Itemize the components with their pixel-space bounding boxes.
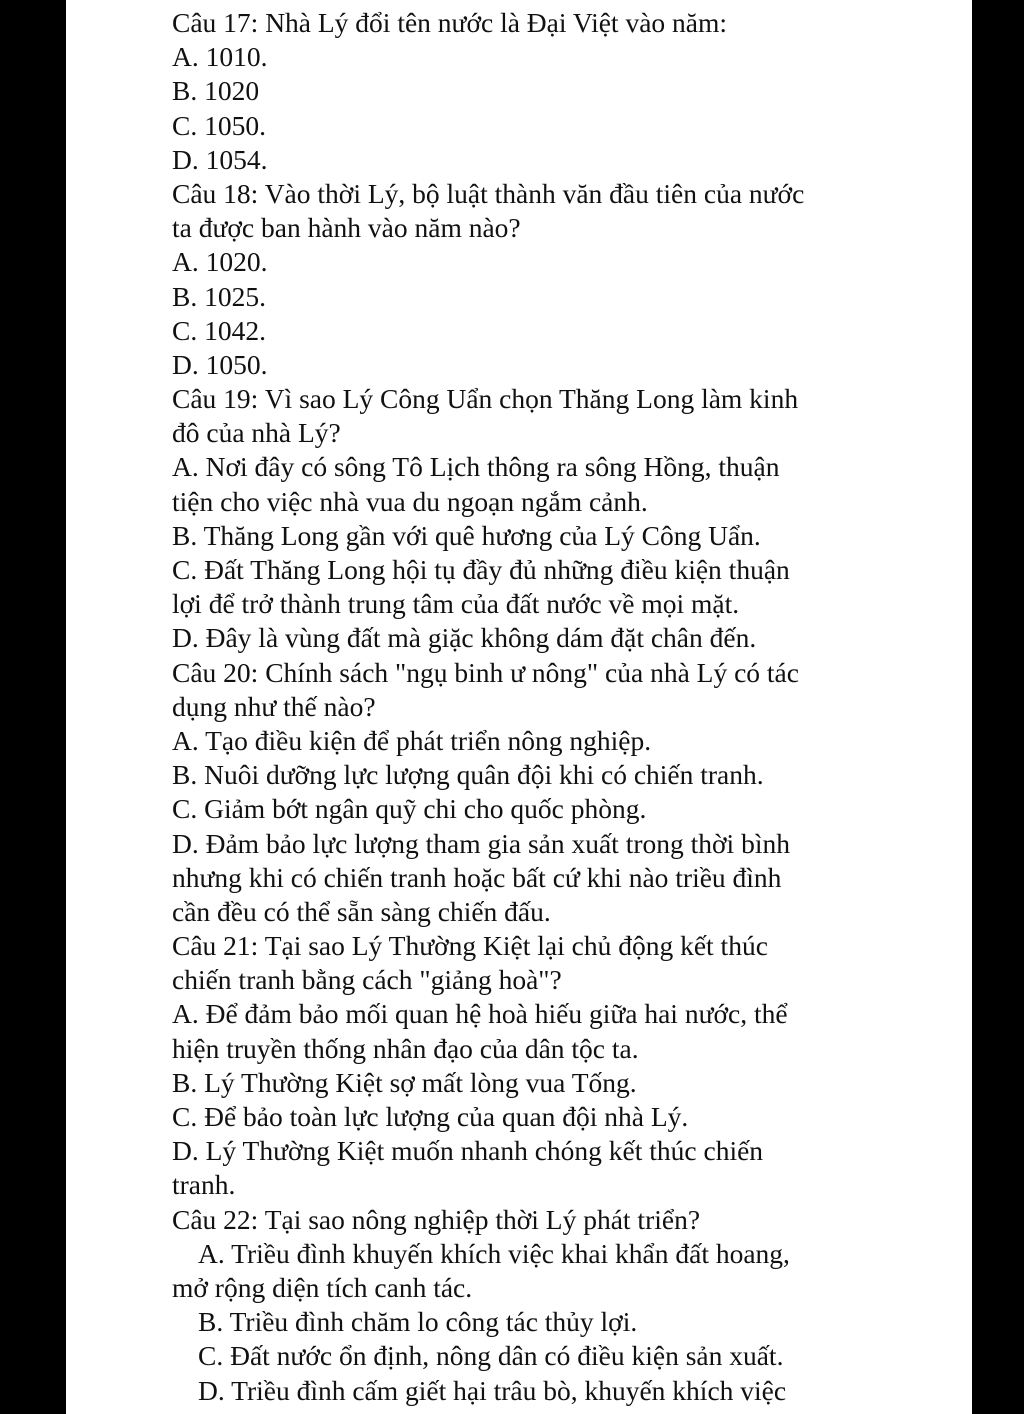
text-line: C. Đất nước ổn định, nông dân có điều kiện sản xuất. [198,1340,784,1372]
text-line: B. Lý Thường Kiệt sợ mất lòng vua Tống. [172,1066,637,1098]
text-line: C. Đất Thăng Long hội tụ đầy đủ những điều kiện thuận [172,554,790,585]
text-line: tranh. [172,1169,236,1201]
text-line: Câu 19: Vì sao Lý Công Uẩn chọn Thăng Long làm kinh [172,383,799,415]
document-text [172,6,872,1408]
text-line: D. Đây là vùng đất mà giặc không dám đặt chân đến. [172,622,757,654]
text-line: B. Nuôi dưỡng lực lượng quân đội khi có chiến tranh. [172,759,764,791]
text-line: dụng như thế nào? [172,690,376,722]
text-line: D. Đảm bảo lực lượng tham gia sản xuất trong thời bình [172,827,790,859]
text-line: C. Giảm bớt ngân quỹ chi cho quốc phòng. [172,793,647,825]
text-line: A. Tạo điều kiện để phát triển nông nghiệp. [172,724,652,756]
text-line: Câu 17: Nhà Lý đổi tên nước là Đại Việt vào năm: [172,7,728,38]
text-line: B. 1025. [172,280,266,312]
text-line: C. 1050. [172,109,266,141]
text-line: Câu 18: Vào thời Lý, bộ luật thành văn đầu tiên của nước [172,177,805,209]
text-line: A. 1020. [172,246,268,278]
text-line: D. 1054. [172,143,268,175]
text-line: A. Để đảm bảo mối quan hệ hoà hiếu giữa hai nước, thể [172,998,788,1030]
text-line: mở rộng diện tích canh tác. [172,1271,473,1303]
text-line: A. 1010. [172,41,268,73]
text-line: Câu 20: Chính sách "ngụ binh ư nông" của nhà Lý có tác [172,656,799,688]
text-line: lợi để trở thành trung tâm của đất nước về mọi mặt. [172,588,740,620]
text-line: Câu 21: Tại sao Lý Thường Kiệt lại chủ động kết thúc [172,930,768,962]
document-page [66,0,972,1414]
text-line: D. 1050. [172,348,268,380]
text-line: B. Triều đình chăm lo công tác thủy lợi. [198,1306,638,1338]
text-line: Câu 22: Tại sao nông nghiệp thời Lý phát triển? [172,1203,701,1235]
text-line: D. Triều đình cấm giết hại trâu bò, khuyến khích việc [198,1374,787,1406]
text-line: B. 1020 [172,75,260,107]
text-line: đô của nhà Lý? [172,417,341,449]
text-line: C. Để bảo toàn lực lượng của quan đội nhà Lý. [172,1101,689,1132]
text-line: C. 1042. [172,314,266,346]
text-line: D. Lý Thường Kiệt muốn nhanh chóng kết thúc chiến [172,1135,764,1167]
text-line: A. Triều đình khuyến khích việc khai khẩn đất hoang, [198,1237,790,1269]
text-line: B. Thăng Long gần với quê hương của Lý Công Uẩn. [172,519,761,551]
text-line: chiến tranh bằng cách "giảng hoà"? [172,964,562,996]
text-line: A. Nơi đây có sông Tô Lịch thông ra sông Hồng, thuận [172,451,780,483]
text-line: ta được ban hành vào năm nào? [172,212,521,244]
text-line: nhưng khi có chiến tranh hoặc bất cứ khi nào triều đình [172,861,782,893]
text-line: tiện cho việc nhà vua du ngoạn ngắm cảnh. [172,485,648,517]
text-line: cần đều có thể sẵn sàng chiến đấu. [172,895,551,927]
text-line: hiện truyền thống nhân đạo của dân tộc ta. [172,1032,639,1064]
